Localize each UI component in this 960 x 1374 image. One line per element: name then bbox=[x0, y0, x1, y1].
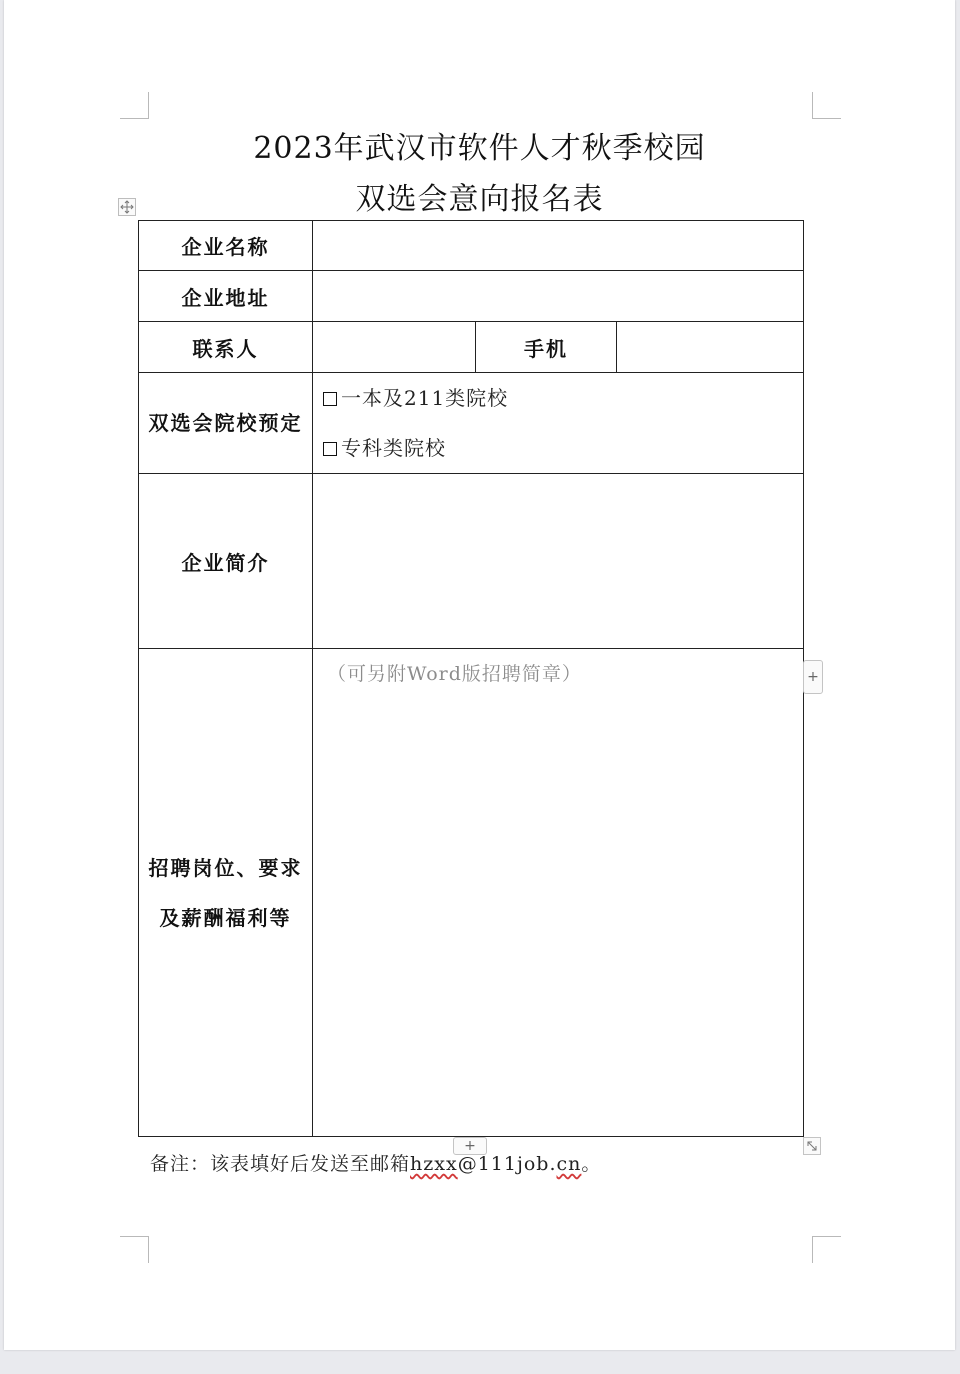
email-domain: @111job. bbox=[457, 1153, 557, 1175]
footnote bbox=[150, 1149, 601, 1176]
checkbox-icon[interactable] bbox=[323, 442, 337, 456]
company-address-field[interactable] bbox=[313, 271, 804, 322]
contact-person-field[interactable] bbox=[313, 322, 476, 373]
email-tld: cn bbox=[556, 1153, 582, 1175]
move-arrows-icon bbox=[119, 199, 135, 215]
phone-label: 手机 bbox=[476, 322, 617, 373]
phone-field[interactable] bbox=[617, 322, 804, 373]
school-option-1-label: 一本及211类院校 bbox=[341, 386, 509, 410]
company-address-label: 企业地址 bbox=[139, 271, 313, 322]
document-title-line1: 2023年武汉市软件人才秋季校园 bbox=[253, 131, 706, 166]
table-row bbox=[139, 474, 804, 649]
table-row bbox=[139, 271, 804, 322]
document-title-line2: 双选会意向报名表 bbox=[355, 182, 604, 217]
company-name-field[interactable] bbox=[313, 221, 804, 271]
crop-mark-bottom-left bbox=[120, 1236, 149, 1263]
contact-person-label: 联系人 bbox=[139, 322, 313, 373]
crop-mark-bottom-right bbox=[812, 1236, 841, 1263]
add-row-button[interactable]: + bbox=[453, 1137, 487, 1155]
jobs-requirements-field[interactable]: （可另附Word版招聘简章） bbox=[313, 649, 804, 1137]
table-row bbox=[139, 649, 804, 1137]
school-option-2[interactable] bbox=[313, 423, 803, 473]
table-resize-handle[interactable] bbox=[803, 1137, 821, 1155]
school-booking-label: 双选会院校预定 bbox=[139, 373, 313, 474]
company-intro-label: 企业简介 bbox=[139, 474, 313, 649]
table-row bbox=[139, 373, 804, 474]
document-page bbox=[4, 0, 955, 1350]
crop-mark-top-left bbox=[120, 92, 149, 119]
add-column-button[interactable]: + bbox=[803, 660, 823, 694]
registration-form-table bbox=[138, 220, 804, 1137]
school-option-2-label: 专科类院校 bbox=[341, 436, 446, 460]
footnote-prefix: 备注：该表填好后发送至邮箱 bbox=[150, 1153, 411, 1175]
email-user: hzxx bbox=[410, 1153, 458, 1175]
company-name-label: 企业名称 bbox=[139, 221, 313, 271]
company-intro-field[interactable] bbox=[313, 474, 804, 649]
table-move-handle[interactable] bbox=[118, 198, 136, 216]
footnote-suffix: 。 bbox=[581, 1153, 602, 1175]
resize-icon bbox=[804, 1138, 820, 1154]
jobs-requirements-label: 招聘岗位、要求及薪酬福利等 bbox=[139, 649, 313, 1137]
school-option-1[interactable] bbox=[313, 373, 803, 423]
table-row bbox=[139, 322, 804, 373]
checkbox-icon[interactable] bbox=[323, 392, 337, 406]
school-options-cell bbox=[313, 373, 804, 474]
table-row bbox=[139, 221, 804, 271]
crop-mark-top-right bbox=[812, 92, 841, 119]
